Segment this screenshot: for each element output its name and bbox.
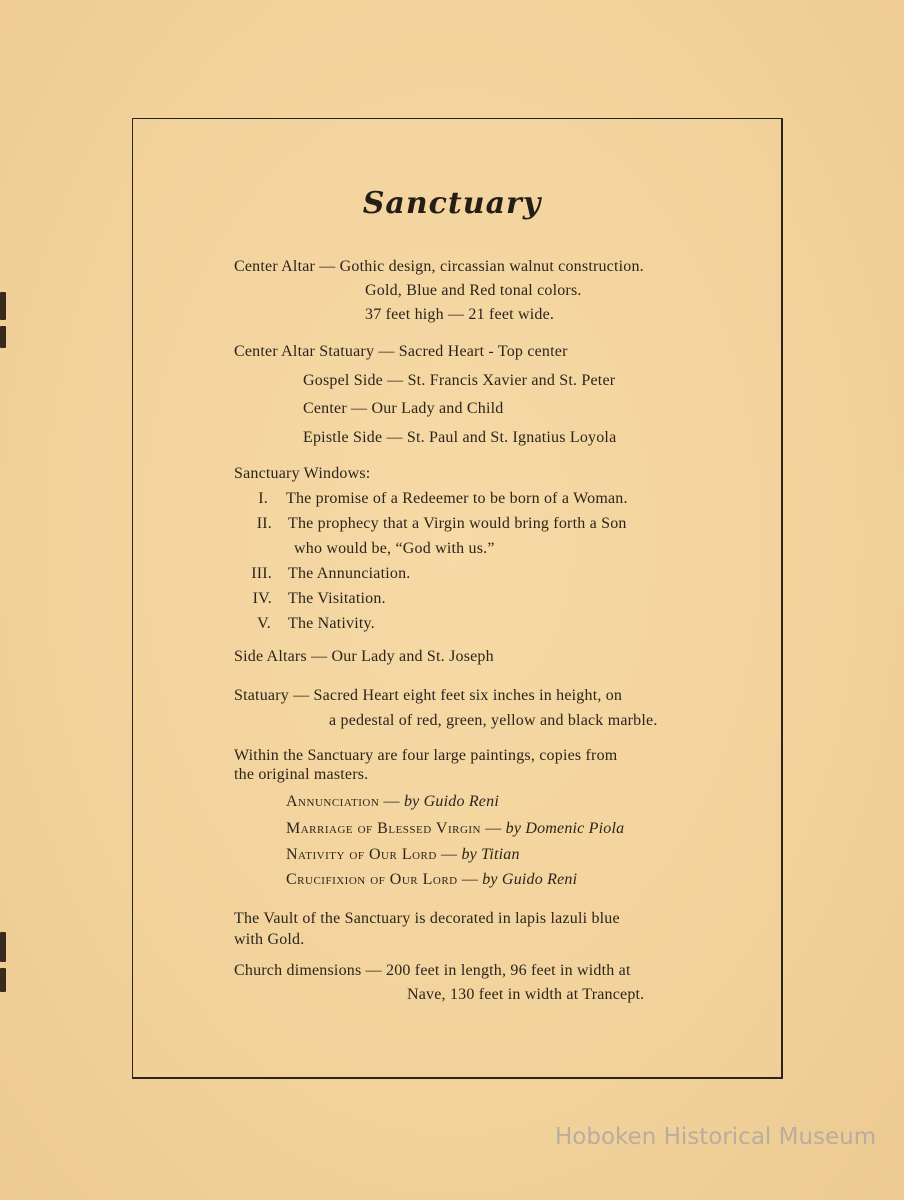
painting-separator: — [379,793,404,810]
vault-line-1: The Vault of the Sanctuary is decorated in lapis lazuli blue [234,910,620,927]
binding-mark [0,326,6,348]
window-text: The Annunciation. [288,565,411,582]
painting-entry [286,846,520,864]
center-altar-line-3: 37 feet high — 21 feet wide. [365,306,555,323]
window-number: IV. [252,590,272,607]
painting-entry [286,820,624,838]
window-number: V. [257,615,271,632]
center-altar-line-2: Gold, Blue and Red tonal colors. [365,282,582,299]
window-number: III. [251,565,272,582]
painting-separator: — [436,846,462,863]
window-text: who would be, “God with us.” [294,540,495,557]
statuary-line-3: Center — Our Lady and Child [303,400,504,417]
binding-mark [0,292,6,320]
binding-mark [0,932,6,962]
painting-title: Annunciation [286,793,380,810]
statuary-line-1: Center Altar Statuary — Sacred Heart - Top center [234,343,568,360]
center-altar-line-1: Center Altar — Gothic design, circassian walnut construction. [234,258,644,275]
statuary-line-4: Epistle Side — St. Paul and St. Ignatius Loyola [303,429,617,446]
painting-title: Nativity of Our Lord [286,846,437,863]
paintings-intro-line-2: the original masters. [234,766,369,783]
painting-title: Crucifixion of Our Lord [286,871,458,888]
window-text: The Nativity. [288,615,375,632]
windows-heading: Sanctuary Windows: [234,465,371,482]
painting-artist: by Guido Reni [482,871,578,888]
vault-line-2: with Gold. [234,931,305,948]
statuary-line-2: Gospel Side — St. Francis Xavier and St. Peter [303,372,616,389]
window-text: The prophecy that a Virgin would bring forth a Son [288,515,627,532]
paintings-intro-line-1: Within the Sanctuary are four large paintings, copies from [234,747,618,764]
page-title: Sanctuary [362,186,542,221]
painting-entry [286,871,577,889]
statuary-detail-line-1: Statuary — Sacred Heart eight feet six inches in height, on [234,687,623,704]
window-number: II. [256,515,272,532]
binding-mark [0,968,6,992]
painting-separator: — [457,871,483,888]
painting-artist: by Domenic Piola [505,820,625,837]
dimensions-line-2: Nave, 130 feet in width at Trancept. [407,986,645,1003]
window-text: The Visitation. [288,590,386,607]
dimensions-line-1: Church dimensions — 200 feet in length, 96 feet in width at [234,962,631,979]
side-altars-line: Side Altars — Our Lady and St. Joseph [234,648,494,665]
window-number: I. [258,490,268,507]
window-text: The promise of a Redeemer to be born of a Woman. [286,490,628,507]
painting-entry [286,793,499,811]
painting-separator: — [481,820,506,837]
painting-artist: by Titian [461,846,520,863]
watermark-text: Hoboken Historical Museum [555,1124,877,1150]
statuary-detail-line-2: a pedestal of red, green, yellow and black marble. [329,712,658,729]
painting-title: Marriage of Blessed Virgin [286,820,482,837]
painting-artist: by Guido Reni [403,793,499,810]
